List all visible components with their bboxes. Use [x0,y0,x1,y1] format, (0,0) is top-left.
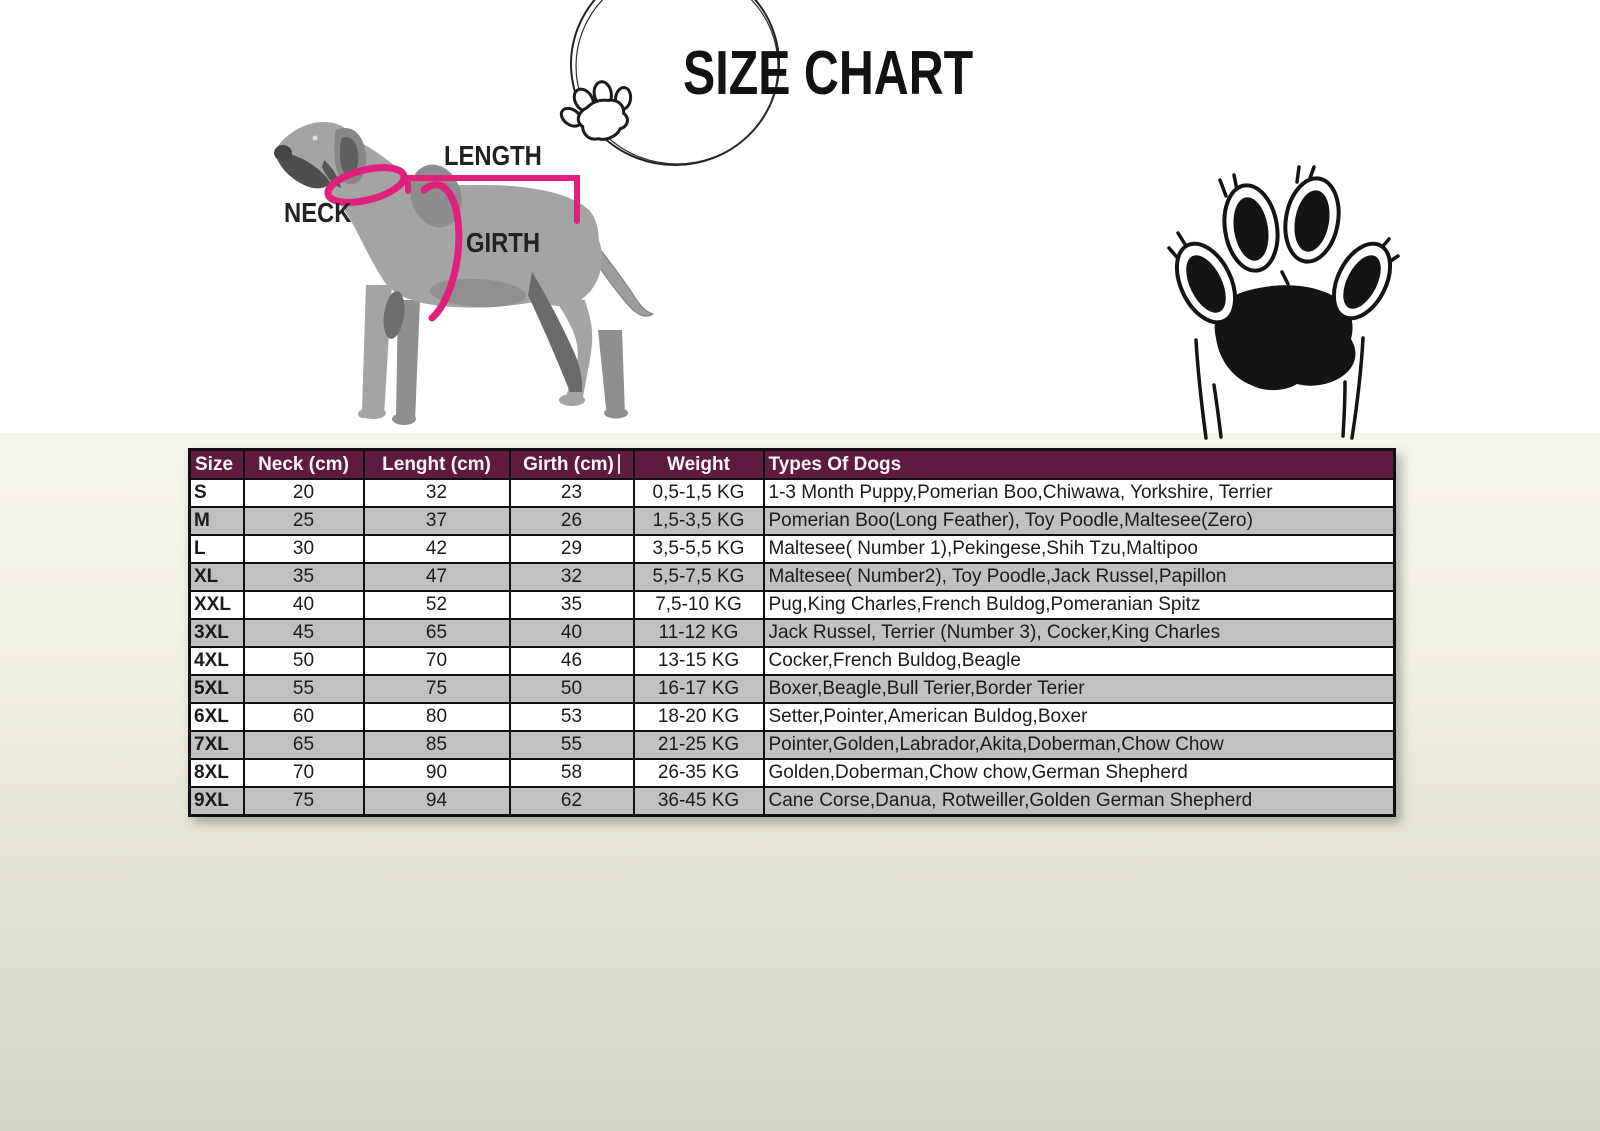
cell-types_of_dogs: 1-3 Month Puppy,Pomerian Boo,Chiwawa, Yorkshire, Terrier [764,479,1395,507]
cell-length_cm: 70 [364,647,510,675]
cell-length_cm: 52 [364,591,510,619]
cell-weight: 1,5-3,5 KG [634,507,764,535]
table-row [190,563,1395,591]
cell-girth_cm: 58 [510,759,634,787]
cell-weight: 16-17 KG [634,675,764,703]
cell-weight: 0,5-1,5 KG [634,479,764,507]
table-row [190,703,1395,731]
cell-girth_cm: 62 [510,787,634,816]
table-row [190,787,1395,816]
table-row [190,479,1395,507]
cell-neck_cm: 45 [244,619,364,647]
cell-neck_cm: 35 [244,563,364,591]
cell-weight: 13-15 KG [634,647,764,675]
cell-types_of_dogs: Golden,Doberman,Chow chow,German Shepherd [764,759,1395,787]
cell-length_cm: 32 [364,479,510,507]
cell-length_cm: 47 [364,563,510,591]
cell-girth_cm: 50 [510,675,634,703]
cell-size: 9XL [190,787,244,816]
cell-girth_cm: 32 [510,563,634,591]
cell-weight: 36-45 KG [634,787,764,816]
cell-size: M [190,507,244,535]
length-label: LENGTH [444,140,542,171]
cell-size: 3XL [190,619,244,647]
page-title: SIZE CHART [683,39,974,108]
cell-size: 8XL [190,759,244,787]
cell-length_cm: 85 [364,731,510,759]
cell-weight: 21-25 KG [634,731,764,759]
cell-weight: 18-20 KG [634,703,764,731]
cell-types_of_dogs: Pointer,Golden,Labrador,Akita,Doberman,Chow Chow [764,731,1395,759]
cell-types_of_dogs: Pomerian Boo(Long Feather), Toy Poodle,Maltesee(Zero) [764,507,1395,535]
column-header-neck_cm: Neck (cm) [244,450,364,480]
cell-length_cm: 75 [364,675,510,703]
text-cursor [618,454,620,474]
column-header-length_cm: Lenght (cm) [364,450,510,480]
cell-types_of_dogs: Cocker,French Buldog,Beagle [764,647,1395,675]
cell-size: 5XL [190,675,244,703]
cell-size: S [190,479,244,507]
table-row [190,619,1395,647]
cell-neck_cm: 20 [244,479,364,507]
cell-weight: 5,5-7,5 KG [634,563,764,591]
cell-size: XXL [190,591,244,619]
column-header-size: Size [190,450,244,480]
cell-size: 7XL [190,731,244,759]
paw-print-icon [1140,145,1400,440]
girth-label: GIRTH [466,227,541,258]
cell-length_cm: 80 [364,703,510,731]
table-row [190,591,1395,619]
table-header-row [190,450,1395,480]
neck-label: NECK [284,197,352,228]
cell-length_cm: 37 [364,507,510,535]
cell-size: 6XL [190,703,244,731]
cell-girth_cm: 29 [510,535,634,563]
cell-neck_cm: 50 [244,647,364,675]
column-header-weight: Weight [634,450,764,480]
cell-girth_cm: 23 [510,479,634,507]
cell-girth_cm: 55 [510,731,634,759]
column-header-types_of_dogs: Types Of Dogs [764,450,1395,480]
cell-neck_cm: 70 [244,759,364,787]
cell-size: 4XL [190,647,244,675]
table-row [190,675,1395,703]
cell-neck_cm: 30 [244,535,364,563]
cell-neck_cm: 25 [244,507,364,535]
cell-size: L [190,535,244,563]
table-row [190,535,1395,563]
cell-weight: 26-35 KG [634,759,764,787]
cell-length_cm: 94 [364,787,510,816]
table-row [190,507,1395,535]
column-header-girth_cm: Girth (cm) [510,450,634,480]
cell-types_of_dogs: Cane Corse,Danua, Rotweiller,Golden German Shepherd [764,787,1395,816]
cell-neck_cm: 75 [244,787,364,816]
cell-girth_cm: 40 [510,619,634,647]
cell-weight: 3,5-5,5 KG [634,535,764,563]
cell-types_of_dogs: Maltesee( Number 1),Pekingese,Shih Tzu,Maltipoo [764,535,1395,563]
dog-measurement-diagram [0,0,720,450]
cell-neck_cm: 65 [244,731,364,759]
cell-types_of_dogs: Boxer,Beagle,Bull Terier,Border Terier [764,675,1395,703]
size-table-body [190,479,1395,816]
cell-girth_cm: 35 [510,591,634,619]
cell-weight: 7,5-10 KG [634,591,764,619]
cell-types_of_dogs: Pug,King Charles,French Buldog,Pomeranian Spitz [764,591,1395,619]
cell-length_cm: 42 [364,535,510,563]
size-table [188,448,1396,817]
table-row [190,647,1395,675]
cell-neck_cm: 55 [244,675,364,703]
cell-types_of_dogs: Setter,Pointer,American Buldog,Boxer [764,703,1395,731]
cell-girth_cm: 26 [510,507,634,535]
cell-types_of_dogs: Jack Russel, Terrier (Number 3), Cocker,King Charles [764,619,1395,647]
cell-weight: 11-12 KG [634,619,764,647]
table-row [190,731,1395,759]
cell-girth_cm: 46 [510,647,634,675]
cell-girth_cm: 53 [510,703,634,731]
cell-neck_cm: 60 [244,703,364,731]
cell-size: XL [190,563,244,591]
table-row [190,759,1395,787]
cell-length_cm: 90 [364,759,510,787]
cell-length_cm: 65 [364,619,510,647]
cell-types_of_dogs: Maltesee( Number2), Toy Poodle,Jack Russel,Papillon [764,563,1395,591]
cell-neck_cm: 40 [244,591,364,619]
